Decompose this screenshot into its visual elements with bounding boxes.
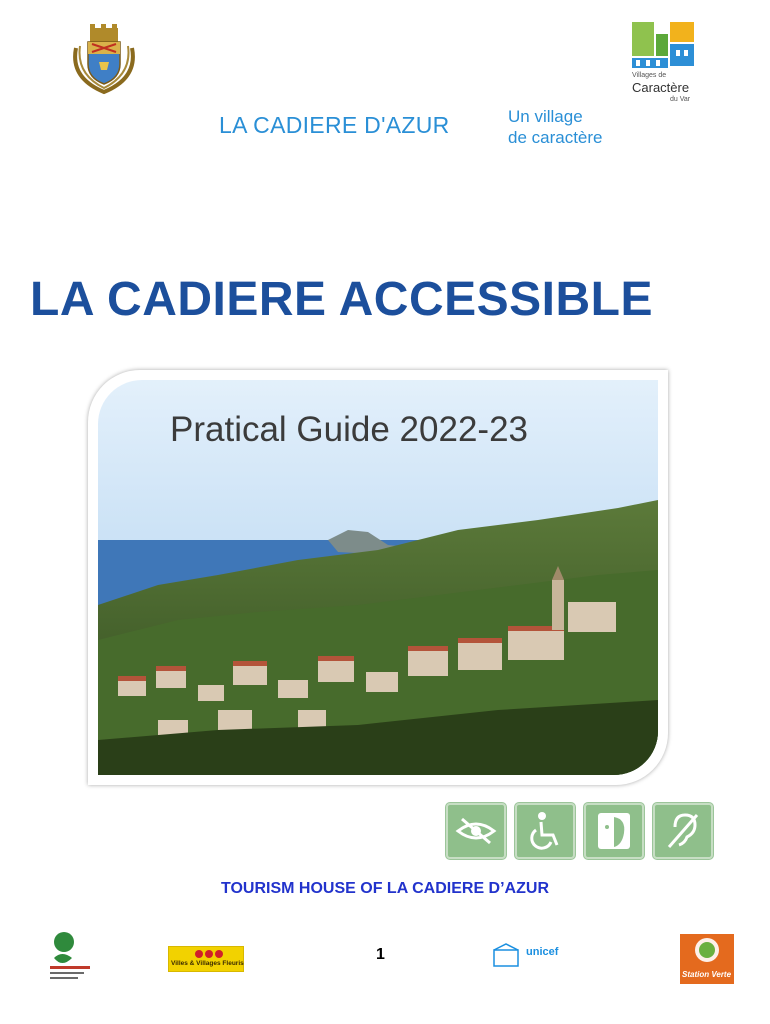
tagline-line-1: Un village xyxy=(508,107,583,126)
village-name: LA CADIERE D'AZUR xyxy=(219,112,450,138)
document-title: LA CADIERE ACCESSIBLE xyxy=(30,273,653,326)
wheelchair-icon xyxy=(515,803,575,859)
organization-name: TOURISM HOUSE OF LA CADIERE D’AZUR xyxy=(220,880,549,897)
unicef-label: unicef xyxy=(526,946,559,958)
tagline-line-2: de caractère xyxy=(508,128,603,147)
caractere-logo-line3: du Var xyxy=(670,96,691,103)
hearing-impairment-icon xyxy=(653,803,713,859)
village-tagline xyxy=(508,106,603,148)
accessibility-icons xyxy=(446,803,716,859)
cover-photo xyxy=(98,380,658,775)
parc-naturel-logo xyxy=(46,928,98,982)
station-verte-logo xyxy=(680,934,734,984)
villages-de-caractere-logo xyxy=(628,20,700,120)
mental-disability-icon xyxy=(584,803,644,859)
fleuris-label: Villes & Villages Fleuris xyxy=(171,960,244,967)
cover-caption: Pratical Guide 2022-23 xyxy=(170,410,528,449)
caractere-logo-line1: Villages de xyxy=(632,72,667,79)
villes-villages-fleuris-logo xyxy=(168,946,244,972)
unicef-logo xyxy=(490,942,570,972)
town-crest-logo xyxy=(66,18,144,96)
visual-impairment-icon xyxy=(446,803,506,859)
page-number: 1 xyxy=(376,946,385,963)
caractere-logo-line2: Caractère xyxy=(632,80,690,95)
station-verte-label: Station Verte xyxy=(682,970,732,979)
cover-photo-frame xyxy=(88,370,668,785)
